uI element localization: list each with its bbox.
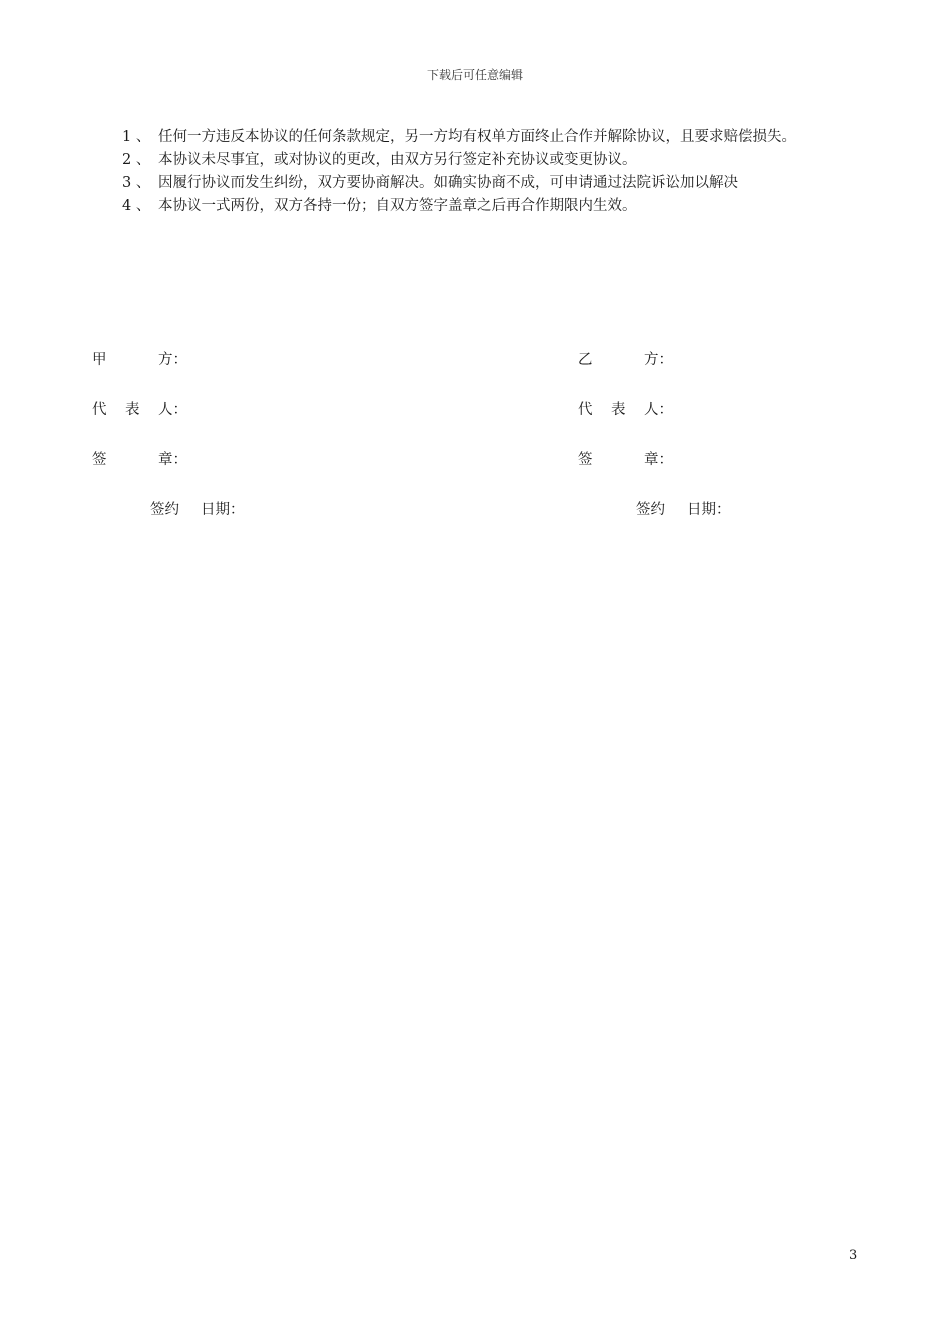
- page-header: 下载后可任意编辑: [426, 68, 523, 82]
- clause-number: 4 、: [122, 198, 151, 214]
- clause-list: [122, 126, 867, 218]
- party-b-rep-char-1: 代: [578, 402, 593, 418]
- party-a-seal-char-1: 签: [92, 452, 107, 468]
- page-number: 3: [849, 1248, 858, 1263]
- party-a-party-char-1: 甲: [92, 352, 107, 368]
- clause-item: [122, 126, 867, 149]
- party-a-date-word-1: 签约: [150, 502, 179, 518]
- party-b-signature-block: [578, 348, 878, 528]
- party-a-rep-char-1: 代: [92, 402, 107, 418]
- clause-text: 本协议一式两份，双方各持一份；自双方签字盖章之后再合作期限内生效。: [158, 198, 637, 214]
- party-a-date-word-2: 日期：: [201, 502, 245, 518]
- party-b-party-char-1: 乙: [578, 352, 593, 368]
- party-a-rep-char-2: 表: [125, 402, 140, 418]
- party-b-date-word-2: 日期：: [687, 502, 731, 518]
- party-b-rep-char-2: 表: [611, 402, 626, 418]
- clause-item: [122, 195, 867, 218]
- clause-number: 1 、: [122, 129, 151, 145]
- clause-text: 任何一方违反本协议的任何条款规定，另一方均有权单方面终止合作并解除协议，且要求赔偿损失。: [158, 129, 796, 145]
- party-b-party-char-2: 方：: [644, 352, 673, 368]
- clause-item: [122, 149, 867, 172]
- clause-number: 2 、: [122, 152, 151, 168]
- clause-text: 本协议未尽事宜，或对协议的更改，由双方另行签定补充协议或变更协议。: [158, 152, 637, 168]
- party-b-date-word-1: 签约: [636, 502, 665, 518]
- party-a-seal-char-2: 章：: [158, 452, 187, 468]
- clause-item: [122, 172, 867, 195]
- party-a-rep-char-3: 人：: [158, 402, 187, 418]
- party-b-seal-char-1: 签: [578, 452, 593, 468]
- party-a-signature-block: [92, 348, 392, 528]
- party-a-party-char-2: 方：: [158, 352, 187, 368]
- party-b-seal-char-2: 章：: [644, 452, 673, 468]
- clause-text: 因履行协议而发生纠纷，双方要协商解决。如确实协商不成，可申请通过法院诉讼加以解决: [158, 175, 738, 191]
- party-b-rep-char-3: 人：: [644, 402, 673, 418]
- clause-number: 3 、: [122, 175, 151, 191]
